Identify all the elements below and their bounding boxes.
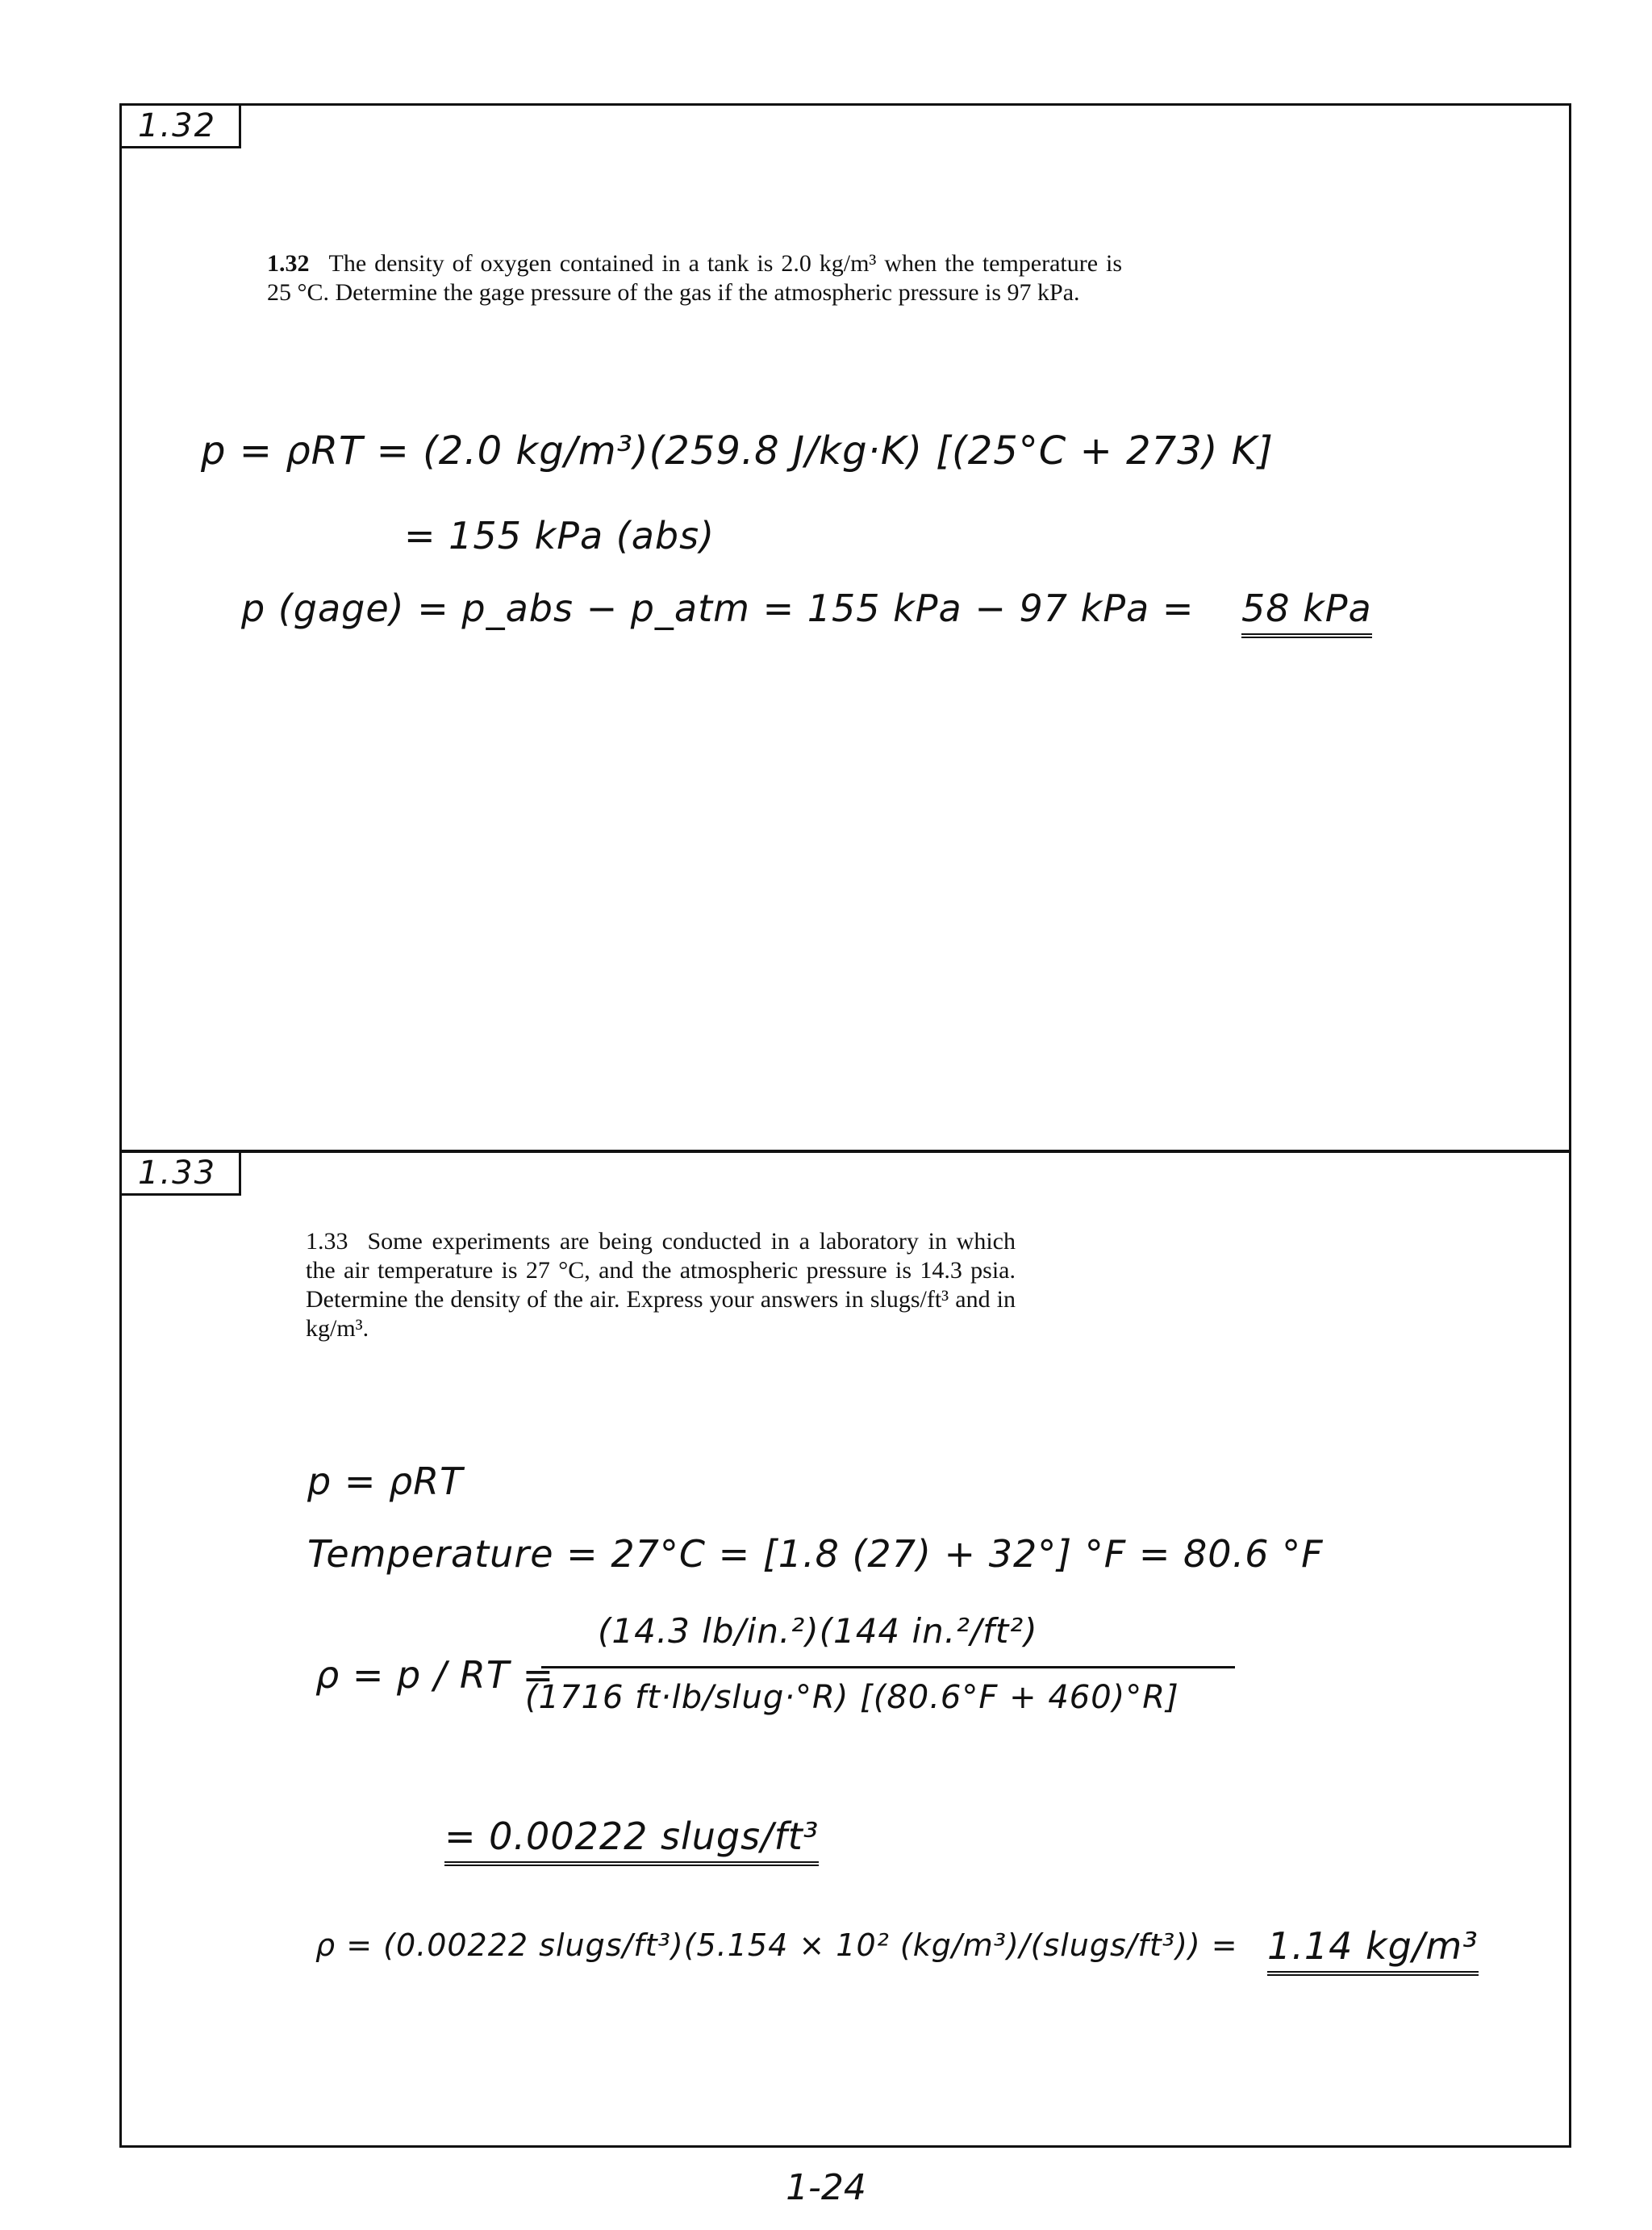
answer-slugs: = 0.00222 slugs/ft³	[444, 1814, 819, 1866]
problem-tag: 1.32	[119, 103, 241, 148]
fraction-numerator: (14.3 lb/in.²)(144 in.²/ft²)	[598, 1611, 1038, 1651]
problem-panel-1-33	[119, 1150, 1571, 2148]
problem-statement	[306, 1227, 1016, 1343]
final-answer: 58 kPa	[1241, 587, 1372, 638]
problem-tag: 1.33	[119, 1150, 241, 1196]
solution-line-3: ρ = p / RT =	[315, 1653, 555, 1697]
solution-line-5: ρ = (0.00222 slugs/ft³)(5.154 × 10² (kg/m³)/(slugs/ft³)) =	[315, 1927, 1238, 1963]
solution-line-1: p = ρRT = (2.0 kg/m³)(259.8 J/kg·K) [(25°C + 273) K]	[201, 428, 1274, 474]
problem-statement	[267, 249, 1122, 307]
problem-text: The density of oxygen contained in a tank is 2.0 kg/m³ when the temperature is 25 °C. Determine the gage pressure of the gas if the atmospheric pressure is 97 kPa.	[267, 250, 1122, 306]
page-number: 1-24	[786, 2167, 866, 2208]
solution-line-3: p (gage) = p_abs − p_atm = 155 kPa − 97 kPa =	[241, 587, 1195, 630]
fraction-bar	[541, 1666, 1235, 1668]
final-answer: 1.14 kg/m³	[1267, 1924, 1479, 1976]
solution-line-2: = 155 kPa (abs)	[404, 514, 715, 558]
problem-panel-1-32	[119, 103, 1571, 1152]
problem-number: 1.33	[306, 1228, 348, 1255]
problem-text: Some experiments are being conducted in a laboratory in which the air temperature is 27 °C, and the atmospheric pressure is 14.3 psia. Determine the density of the air. Express your answers in slugs/ft³ and in kg/m³.	[306, 1228, 1016, 1342]
solution-line-2: Temperature = 27°C = [1.8 (27) + 32°] °F = 80.6 °F	[307, 1532, 1324, 1576]
fraction-denominator: (1716 ft·lb/slug·°R) [(80.6°F + 460)°R]	[525, 1679, 1179, 1716]
solution-line-1: p = ρRT	[307, 1460, 464, 1503]
problem-number: 1.32	[267, 250, 310, 277]
